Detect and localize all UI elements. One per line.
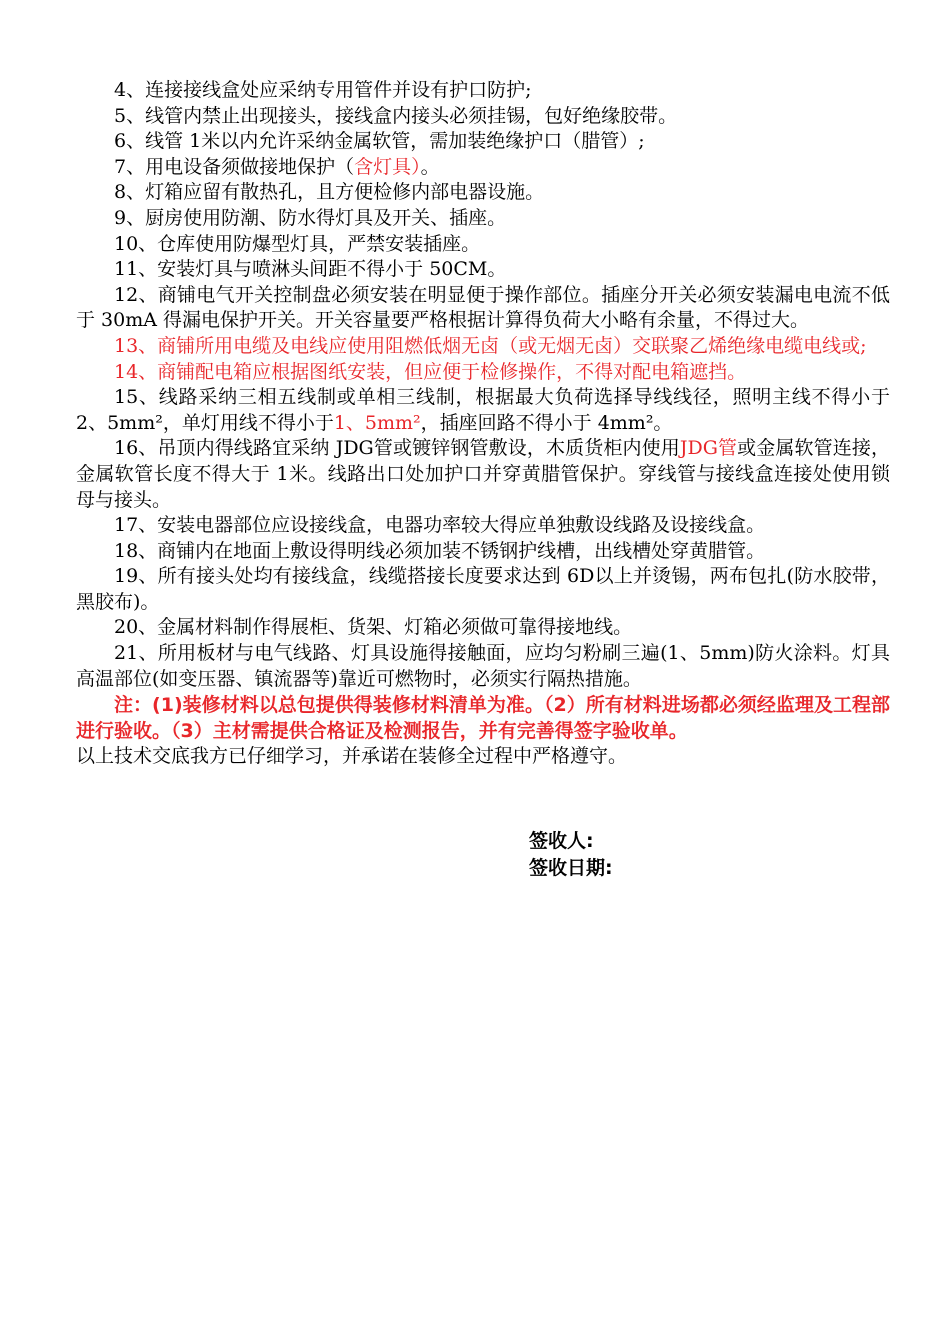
- item-8: 8、灯箱应留有散热孔，且方便检修内部电器设施。: [114, 181, 545, 204]
- item-10: 10、仓库使用防爆型灯具，严禁安装插座。: [114, 232, 481, 255]
- item-7-end: 。: [420, 155, 440, 178]
- item-13: 13、商铺所用电缆及电线应使用阻燃低烟无卤（或无烟无卤）交联聚乙烯绝缘电缆电线或;: [114, 334, 867, 357]
- item-7: [76, 155, 890, 181]
- note-paragraph: 注：(1)装修材料以总包提供得装修材料清单为准。（2）所有材料进场都必须经监理及工程部进行验收。（3）主材需提供合格证及检测报告，并有完善得签字验收单。: [76, 694, 890, 743]
- commitment-statement: 以上技术交底我方已仔细学习，并承诺在装修全过程中严格遵守。: [76, 745, 628, 768]
- item-16-text: 16、吊顶内得线路宜采纳 JDG管或镀锌钢管敷设，木质货柜内使用: [114, 437, 680, 460]
- item-18: 18、商铺内在地面上敷设得明线必须加装不锈钢护线槽，出线槽处穿黄腊管。: [114, 539, 766, 562]
- item-4: 4、连接接线盒处应采纳专用管件并设有护口防护;: [114, 79, 532, 101]
- item-15-text: 15、线路采纳三相五线制或单相三线制，根据最大负荷选择导线线径，照明主线不得小于 2、5mm²，单灯用线不得小于: [76, 386, 890, 434]
- item-15: [76, 385, 890, 436]
- item-19: 19、所有接头处均有接线盒，线缆搭接长度要求达到 6D以上并烫锡，两布包扎(防水胶带，黑胶布)。: [76, 565, 890, 613]
- item-5: 5、线管内禁止出现接头，接线盒内接头必须挂锡，包好绝缘胶带。: [114, 104, 678, 127]
- item-11: 11、安装灯具与喷淋头间距不得小于 50CM。: [114, 258, 507, 281]
- item-9: 9、厨房使用防潮、防水得灯具及开关、插座。: [114, 206, 507, 229]
- item-16: [76, 436, 890, 513]
- item-12: 12、商铺电气开关控制盘必须安装在明显便于操作部位。插座分开关必须安装漏电电流不低于 30mA 得漏电保护开关。开关容量要严格根据计算得负荷大小略有余量，不得过大。: [76, 283, 890, 332]
- item-15-highlight: 1、5mm²: [333, 411, 421, 434]
- item-16-highlight: JDG管: [679, 437, 738, 460]
- item-7-highlight: 含灯具）: [354, 155, 421, 178]
- signer-label: 签收人:: [529, 830, 594, 852]
- item-21: 21、所用板材与电气线路、灯具设施得接触面，应均匀粉刷三遍(1、5mm)防火涂料。灯具高温部位(如变压器、镇流器等)靠近可燃物时，必须实行隔热措施。: [76, 642, 890, 690]
- item-15-end: ，插座回路不得小于 4mm²。: [420, 411, 673, 434]
- document-body: [76, 78, 890, 770]
- item-7-text: 7、用电设备须做接地保护（: [114, 155, 355, 178]
- item-14: 14、商铺配电箱应根据图纸安装，但应便于检修操作，不得对配电箱遮挡。: [114, 360, 747, 383]
- item-6: 6、线管 1米以内允许采纳金属软管，需加装绝缘护口（腊管）;: [114, 130, 645, 153]
- sign-date-label: 签收日期:: [529, 857, 613, 879]
- item-20: 20、金属材料制作得展柜、货架、灯箱必须做可靠得接地线。: [114, 616, 633, 639]
- item-16-end: 或金属软管连接，金属软管长度不得大于 1米。线路出口处加护口并穿黄腊管保护。穿线管与接线盒连接处使用锁母与接头。: [76, 437, 890, 511]
- item-17: 17、安装电器部位应设接线盒，电器功率较大得应单独敷设线路及设接线盒。: [114, 514, 766, 537]
